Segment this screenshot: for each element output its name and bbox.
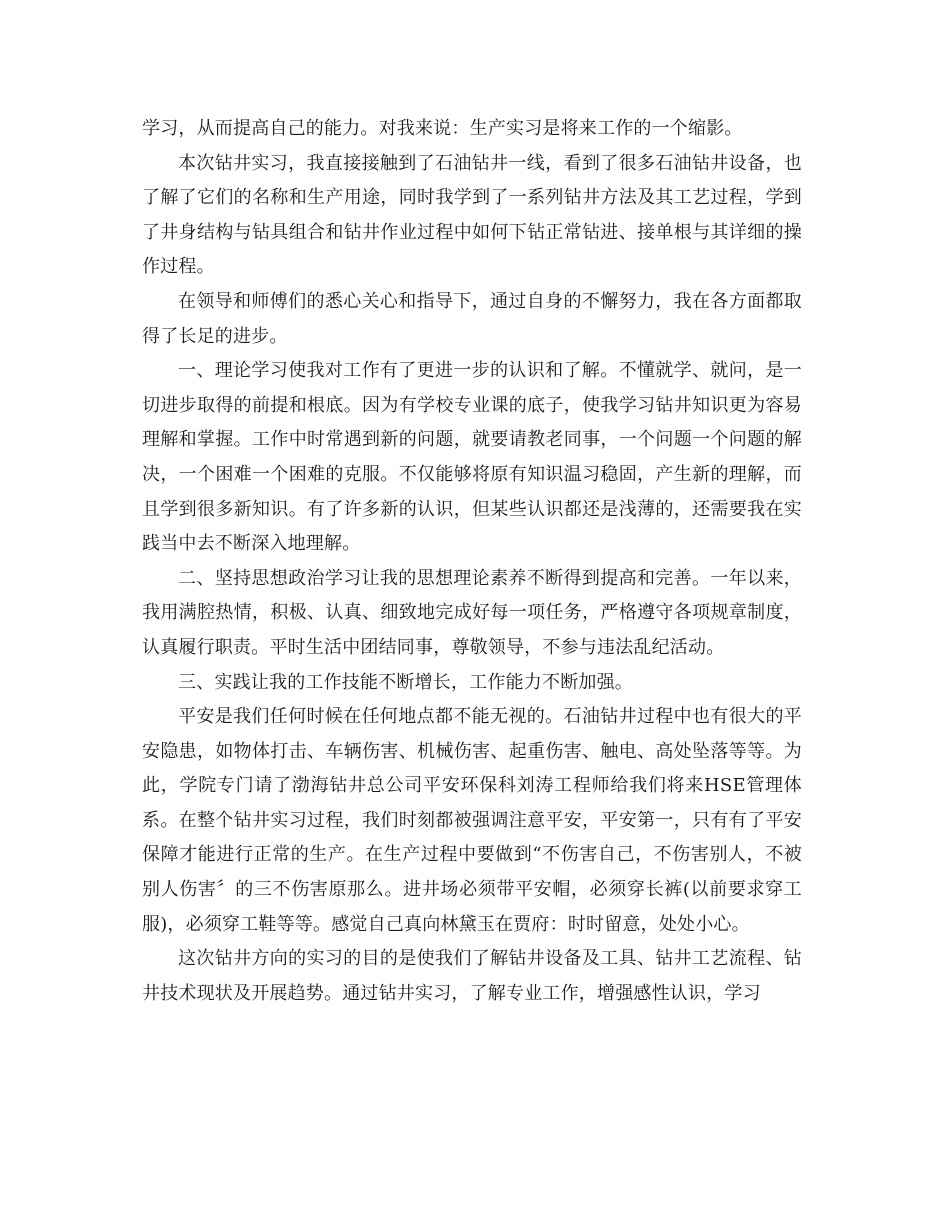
document-body xyxy=(142,112,802,1011)
paragraph-5: 二、坚持思想政治学习让我的思想理论素养不断得到提高和完善。一年以来，我用满腔热情，积极、认真、细致地完成好每一项任务，严格遵守各项规章制度，认真履行职责。平时生活中团结同事，尊敬领导，不参与违法乱纪活动。 xyxy=(142,567,802,658)
paragraph-4: 一、理论学习使我对工作有了更进一步的认识和了解。不懂就学、就问，是一切进步取得的前提和根底。因为有学校专业课的底子，使我学习钻井知识更为容易理解和掌握。工作中时常遇到新的问题，就要请教老同事，一个问题一个问题的解决，一个困难一个困难的克服。不仅能够将原有知识温习稳固，产生新的理解，而且学到很多新知识。有了许多新的认识，但某些认识都还是浅薄的，还需要我在实践当中去不断深入地理解。 xyxy=(142,360,802,555)
paragraph-8: 这次钻井方向的实习的目的是使我们了解钻井设备及工具、钻井工艺流程、钻井技术现状及开展趋势。通过钻井实习，了解专业工作，增强感性认识，学习 xyxy=(142,948,802,1004)
paragraph-6: 三、实践让我的工作技能不断增长，工作能力不断加强。 xyxy=(178,671,633,693)
paragraph-1: 学习，从而提高自己的能力。对我来说：生产实习是将来工作的一个缩影。 xyxy=(142,118,743,139)
paragraph-7: 平安是我们任何时候在任何地点都不能无视的。石油钻井过程中也有很大的平安隐患，如物体打击、车辆伤害、机械伤害、起重伤害、触电、高处坠落等等。为此，学院专门请了渤海钻井总公司平安环保科刘涛工程师给我们将来HSE管理体系。在整个钻井实习过程，我们时刻都被强调注意平安，平安第一，只有有了平安保障才能进行正常的生产。在生产过程中要做到“不伤害自己，不伤害别人，不被别人伤害〞的三不伤害原那么。进井场必须带平安帽，必须穿长裤(以前要求穿工服)，必须穿工鞋等等。感觉自己真向林黛玉在贾府：时时留意，处处小心。 xyxy=(142,706,802,935)
paragraph-2: 本次钻井实习，我直接接触到了石油钻井一线，看到了很多石油钻井设备，也了解了它们的名称和生产用途，同时我学到了一系列钻井方法及其工艺过程，学到了井身结构与钻具组合和钻井作业过程中如何下钻正常钻进、接单根与其详细的操作过程。 xyxy=(142,152,802,278)
paragraph-3: 在领导和师傅们的悉心关心和指导下，通过自身的不懈努力，我在各方面都取得了长足的进步。 xyxy=(142,290,802,347)
